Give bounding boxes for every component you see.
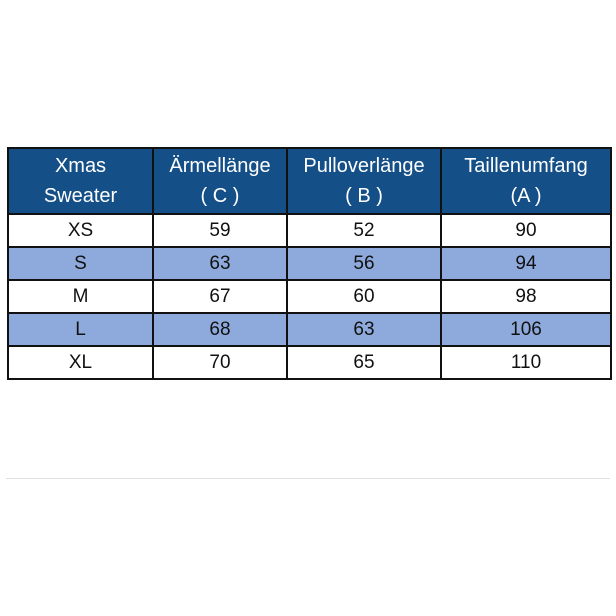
cell-sleeve: 68 [153, 313, 287, 346]
table-row [8, 247, 611, 280]
cell-sleeve: 70 [153, 346, 287, 379]
cell-size: XS [8, 214, 153, 247]
cell-length: 63 [287, 313, 441, 346]
divider-line [6, 478, 610, 479]
header-sweater-length [287, 148, 441, 214]
header-row [8, 148, 611, 214]
table-row [8, 280, 611, 313]
header-size [8, 148, 153, 214]
table-row [8, 346, 611, 379]
cell-waist: 98 [441, 280, 611, 313]
header-sublabel: ( C ) [200, 185, 240, 207]
cell-waist: 94 [441, 247, 611, 280]
header-label: Ärmellänge [169, 155, 271, 177]
cell-waist: 110 [441, 346, 611, 379]
cell-waist: 106 [441, 313, 611, 346]
cell-length: 65 [287, 346, 441, 379]
table-row [8, 214, 611, 247]
cell-size: L [8, 313, 153, 346]
size-chart-table [7, 147, 612, 380]
header-label: Taillenumfang [464, 155, 588, 177]
header-sublabel: (A ) [510, 185, 542, 207]
header-label: Xmas [54, 155, 107, 177]
cell-length: 52 [287, 214, 441, 247]
table-row [8, 313, 611, 346]
header-label: Pulloverlänge [303, 155, 425, 177]
cell-size: M [8, 280, 153, 313]
cell-size: S [8, 247, 153, 280]
cell-sleeve: 63 [153, 247, 287, 280]
header-sleeve-length [153, 148, 287, 214]
cell-waist: 90 [441, 214, 611, 247]
header-sublabel: ( B ) [345, 185, 383, 207]
cell-sleeve: 59 [153, 214, 287, 247]
header-waist [441, 148, 611, 214]
cell-sleeve: 67 [153, 280, 287, 313]
cell-length: 60 [287, 280, 441, 313]
header-sublabel: Sweater [43, 185, 118, 207]
cell-length: 56 [287, 247, 441, 280]
cell-size: XL [8, 346, 153, 379]
